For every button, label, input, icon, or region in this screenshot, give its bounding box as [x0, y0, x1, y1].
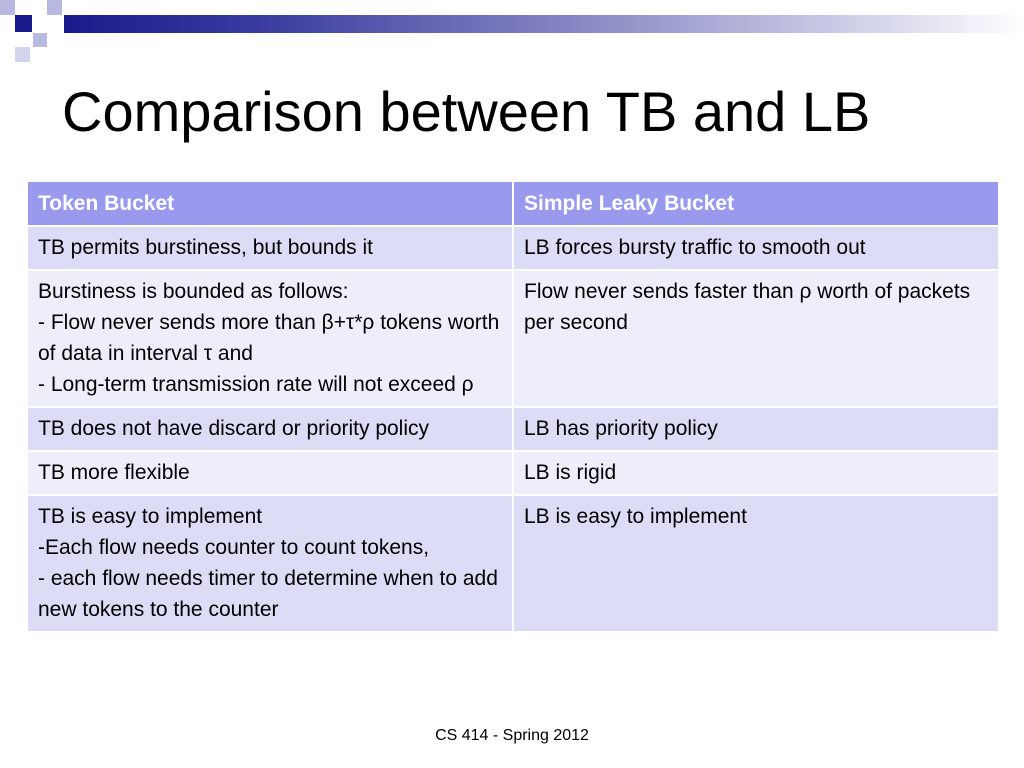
- column-header-leaky-bucket: Simple Leaky Bucket: [513, 181, 999, 226]
- table-cell-tb: TB more flexible: [27, 451, 513, 495]
- decor-gradient-bar: [64, 15, 1024, 33]
- decor-square: [47, 0, 62, 15]
- table-row: [27, 407, 999, 451]
- table-cell-tb: TB permits burstiness, but bounds it: [27, 226, 513, 270]
- slide-title: Comparison between TB and LB: [62, 80, 871, 143]
- title-decoration: [0, 0, 1024, 62]
- table-cell-tb: Burstiness is bounded as follows: - Flow never sends more than β+τ*ρ tokens worth of data in interval τ and - Long-term transmission rate will not exceed ρ: [27, 270, 513, 407]
- table-cell-lb: Flow never sends faster than ρ worth of packets per second: [513, 270, 999, 407]
- table-cell-lb: LB has priority policy: [513, 407, 999, 451]
- decor-square: [15, 15, 32, 32]
- table-cell-lb: LB is rigid: [513, 451, 999, 495]
- table-header-row: [27, 181, 999, 226]
- table-cell-lb: LB forces bursty traffic to smooth out: [513, 226, 999, 270]
- column-header-token-bucket: Token Bucket: [27, 181, 513, 226]
- table-row: [27, 495, 999, 632]
- table-cell-tb: TB is easy to implement -Each flow needs counter to count tokens, - each flow needs timer to determine when to add new tokens to the counter: [27, 495, 513, 632]
- table-cell-lb: LB is easy to implement: [513, 495, 999, 632]
- decor-square: [0, 0, 15, 15]
- comparison-table: [26, 180, 1000, 633]
- table-cell-tb: TB does not have discard or priority policy: [27, 407, 513, 451]
- slide-footer: CS 414 - Spring 2012: [435, 727, 589, 744]
- table-row: [27, 451, 999, 495]
- decor-square: [15, 47, 30, 62]
- decor-square: [33, 33, 47, 47]
- table-row: [27, 226, 999, 270]
- table-row: [27, 270, 999, 407]
